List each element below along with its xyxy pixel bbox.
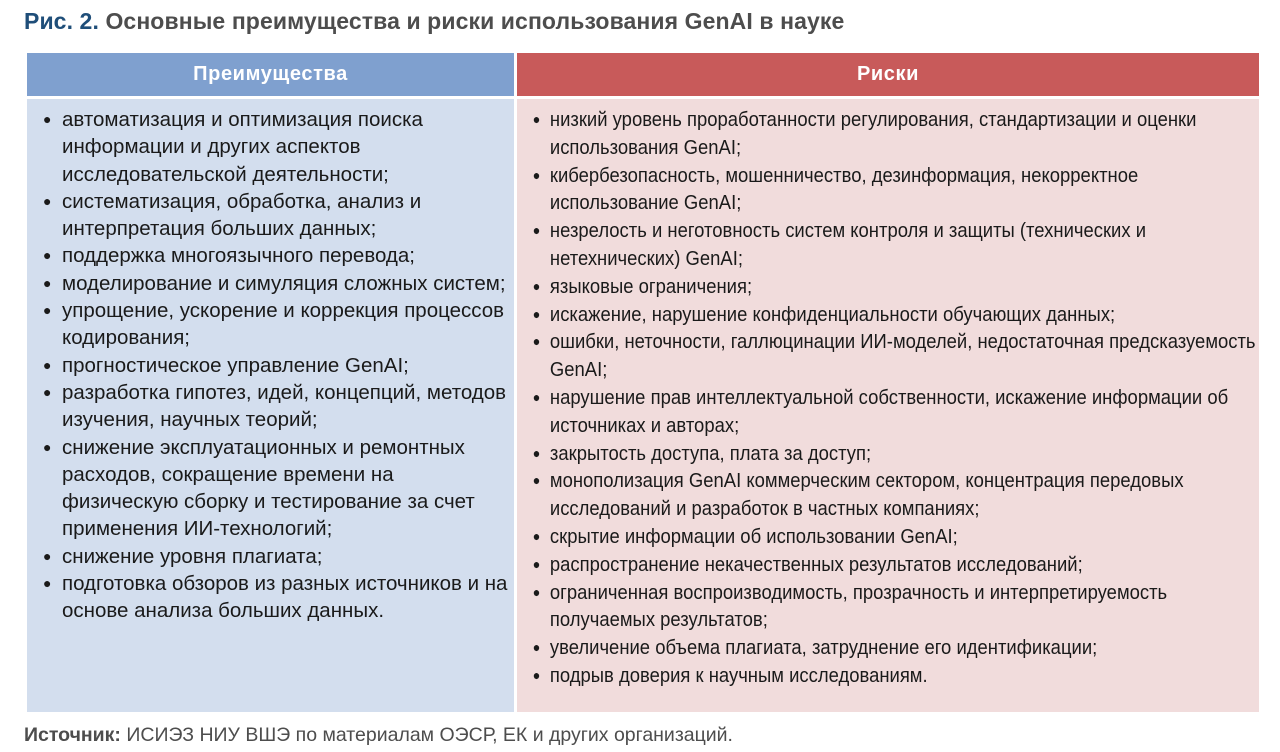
list-item: ● подрыв доверия к научным исследованиям.	[531, 662, 1260, 690]
list-item: ● снижение эксплуатационных и ремонтных расходов, сокращение времени на физическую сборку и тестирование за счет применения ИИ-технологий;	[43, 435, 475, 541]
bullet-icon: ●	[532, 333, 541, 350]
bullet-icon: ●	[43, 383, 52, 400]
bullet-icon: ●	[43, 111, 52, 127]
figure-title-text: Основные преимущества и риски использования GenAI в науке	[105, 8, 845, 34]
list-item: ● нарушение прав интеллектуальной собственности, искажение информации об источниках и авторах;	[532, 385, 1229, 437]
list-item: ● поддержка многоязычного перевода;	[41, 242, 510, 269]
list-item: ● автоматизация и оптимизация поиска информации и других аспектов исследовательской деятельности;	[43, 108, 423, 186]
advantages-list	[41, 106, 510, 625]
list-item: ● увеличение объема плагиата, затруднение его идентификации;	[531, 634, 1260, 662]
figure-title	[24, 8, 844, 35]
bullet-icon: ●	[532, 472, 541, 489]
list-item: ● распространение некачественных результатов исследований;	[531, 551, 1260, 579]
list-item: ● прогностическое управление GenAI;	[41, 352, 510, 379]
bullet-icon: ●	[532, 583, 541, 600]
risks-list	[531, 106, 1260, 690]
bullet-icon: ●	[43, 274, 52, 291]
list-item: ● низкий уровень проработанности регулирования, стандартизации и оценки использования GenAI;	[532, 108, 1197, 159]
advantages-risks-table	[24, 53, 1262, 712]
figure-number: Рис. 2.	[24, 8, 99, 34]
list-item: ● языковые ограничения;	[531, 273, 1260, 301]
source-label: Источник:	[24, 724, 121, 746]
bullet-icon: ●	[43, 302, 52, 319]
bullet-icon: ●	[532, 666, 541, 683]
list-item: ● кибербезопасность, мошенничество, дезинформация, некорректное использование GenAI;	[532, 163, 1139, 215]
advantages-header: Преимущества	[27, 53, 514, 96]
source-text: ИСИЭЗ НИУ ВШЭ по материалам ОЭСР, ЕК и других организаций.	[126, 724, 733, 746]
advantages-body	[27, 99, 514, 712]
list-item: ● незрелость и неготовность систем контроля и защиты (технических и нетехнических) GenAI;	[532, 219, 1147, 270]
list-item: ● закрытость доступа, плата за доступ;	[531, 440, 1260, 468]
list-item: ● снижение уровня плагиата;	[41, 543, 510, 570]
list-item: ● монополизация GenAI коммерческим сектором, концентрация передовых исследований и разработок в частных компаниях;	[532, 469, 1184, 521]
bullet-icon: ●	[43, 192, 52, 209]
bullet-icon: ●	[43, 247, 52, 264]
bullet-icon: ●	[532, 166, 541, 183]
list-item: ● подготовка обзоров из разных источников и на основе анализа больших данных.	[43, 572, 508, 623]
bullet-icon: ●	[43, 438, 52, 455]
bullet-icon: ●	[532, 639, 541, 656]
bullet-icon: ●	[532, 277, 541, 294]
list-item: ● ошибки, неточности, галлюцинации ИИ-моделей, недостаточная предсказуемость GenAI;	[532, 330, 1256, 382]
bullet-icon: ●	[43, 547, 52, 564]
source-note	[24, 724, 733, 747]
list-item: ● скрытие информации об использовании GenAI;	[531, 523, 1260, 551]
bullet-icon: ●	[532, 111, 541, 127]
bullet-icon: ●	[532, 444, 541, 461]
list-item: ● ограниченная воспроизводимость, прозрачность и интерпретируемость получаемых результатов;	[532, 580, 1168, 632]
bullet-icon: ●	[532, 305, 541, 322]
list-item: ● систематизация, обработка, анализ и интерпретация больших данных;	[43, 189, 422, 241]
risks-column	[517, 53, 1259, 712]
list-item: ● искажение, нарушение конфиденциальности обучающих данных;	[531, 301, 1260, 329]
list-item: ● разработка гипотез, идей, концепций, методов изучения, научных теорий;	[43, 380, 507, 432]
list-item: ● моделирование и симуляция сложных систем;	[41, 270, 510, 297]
bullet-icon: ●	[43, 575, 52, 592]
bullet-icon: ●	[532, 527, 541, 544]
risks-header: Риски	[517, 53, 1259, 96]
bullet-icon: ●	[532, 555, 541, 572]
bullet-icon: ●	[532, 222, 541, 239]
bullet-icon: ●	[43, 356, 52, 373]
risks-body	[517, 99, 1259, 712]
advantages-column	[27, 53, 514, 712]
list-item: ● упрощение, ускорение и коррекция процессов кодирования;	[43, 299, 505, 350]
bullet-icon: ●	[532, 388, 541, 405]
